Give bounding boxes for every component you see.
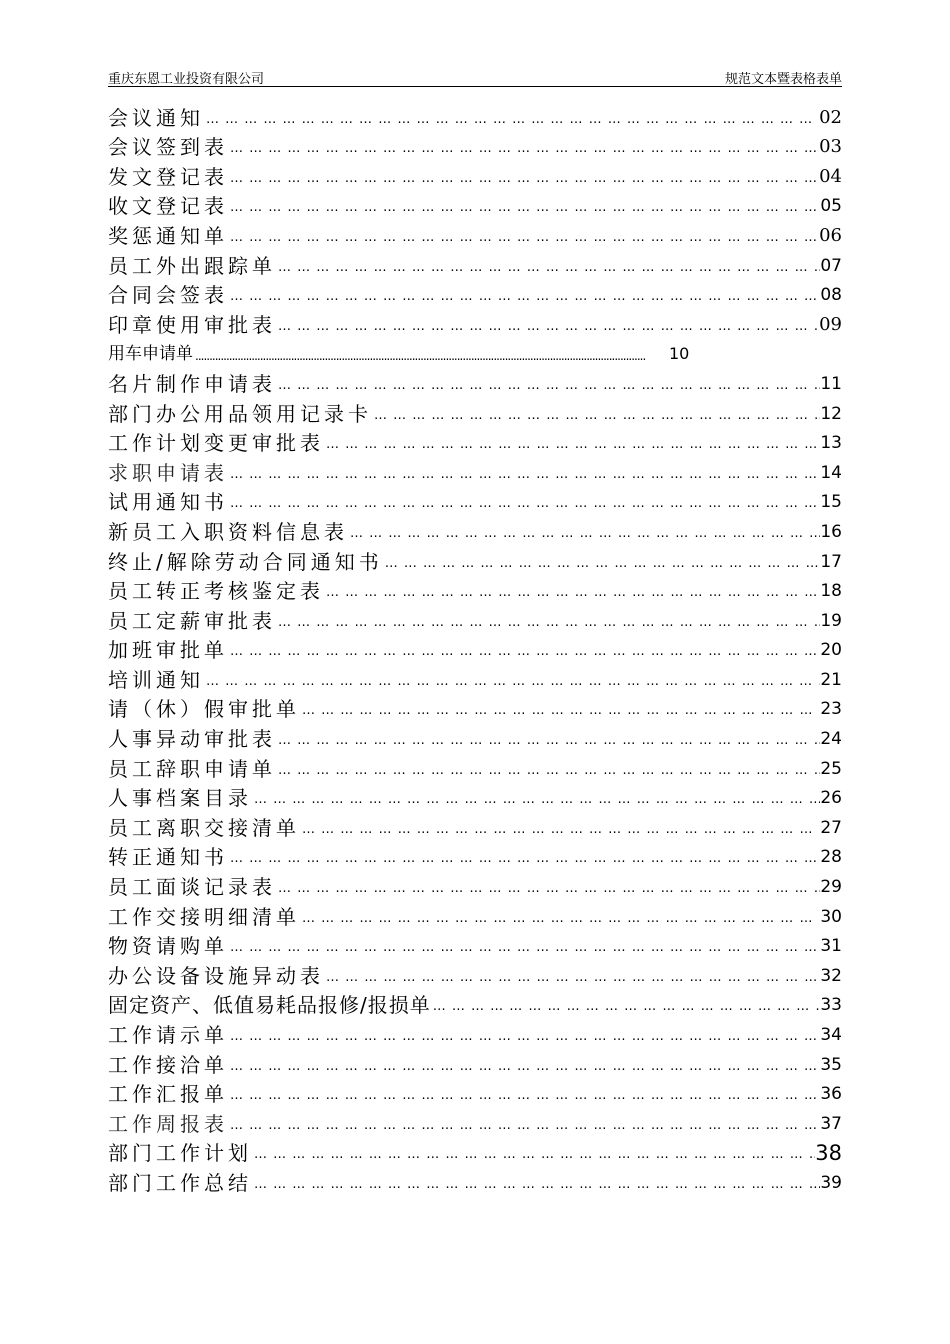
toc-entry-title: 员工离职交接清单 (108, 815, 300, 840)
toc-entry-title: 工作交接明细清单 (108, 904, 300, 929)
toc-entry-title: 转正通知书 (108, 845, 228, 870)
toc-leader (348, 524, 820, 544)
toc-entry-title: 加班审批单 (108, 638, 228, 663)
toc-entry-page: 36 (820, 1084, 842, 1105)
header-doc-title: 规范文本暨表格表单 (724, 72, 842, 87)
toc-entry-page: 15 (820, 492, 842, 513)
toc-entry-page: 37 (820, 1113, 842, 1134)
toc-leader (228, 169, 819, 189)
toc-entry[interactable] (108, 278, 842, 308)
toc-entry[interactable] (108, 840, 842, 870)
toc-leader (228, 494, 820, 514)
toc-entry-page: 06 (819, 224, 842, 246)
toc-leader (204, 110, 819, 130)
toc-leader (252, 1175, 820, 1195)
toc-entry-page: 24 (820, 729, 842, 750)
toc-leader (324, 583, 820, 603)
toc-entry[interactable] (108, 869, 842, 899)
toc-leader (431, 997, 821, 1017)
toc-leader (228, 1086, 820, 1106)
toc-entry[interactable] (108, 1165, 842, 1195)
toc-leader (300, 909, 820, 929)
toc-entry-page: 16 (820, 521, 842, 542)
toc-entry-title: 发文登记表 (108, 164, 228, 189)
toc-entry-page: 05 (820, 196, 842, 217)
toc-entry[interactable] (108, 929, 842, 959)
toc-entry-title: 终止/解除劳动合同通知书 (108, 549, 383, 574)
toc-entry-title: 名片制作申请表 (108, 371, 276, 396)
toc-leader (372, 406, 820, 426)
toc-leader (276, 761, 820, 781)
toc-entry-title: 员工定薪审批表 (108, 608, 276, 633)
toc-entry-title: 固定资产、低值易耗品报修/报损单 (108, 993, 431, 1018)
toc-entry-title: 部门工作计划 (108, 1141, 252, 1166)
toc-entry[interactable] (108, 751, 842, 781)
toc-leader (276, 376, 820, 396)
toc-entry-title: 会议签到表 (108, 135, 228, 160)
toc-entry[interactable] (108, 633, 842, 663)
toc-leader (276, 613, 820, 633)
toc-entry[interactable] (108, 514, 842, 544)
toc-entry-title: 工作请示单 (108, 1023, 228, 1047)
toc-entry-title: 求职申请表 (108, 460, 228, 485)
toc-entry-page: 10 (669, 344, 690, 364)
toc-entry[interactable] (108, 1136, 842, 1166)
toc-entry[interactable] (108, 130, 842, 160)
toc-entry[interactable] (108, 337, 842, 367)
toc-entry[interactable] (108, 781, 842, 811)
toc-entry[interactable] (108, 1017, 842, 1047)
toc-entry-page: 11 (820, 373, 842, 394)
toc-entry-title: 收文登记表 (108, 194, 228, 219)
toc-entry-title: 用车申请单 (108, 344, 193, 365)
toc-entry[interactable] (108, 721, 842, 751)
toc-entry[interactable] (108, 1047, 842, 1077)
toc-leader (252, 1145, 815, 1165)
toc-entry[interactable] (108, 988, 842, 1018)
toc-entry-page: 25 (820, 758, 842, 779)
toc-entry[interactable] (108, 899, 842, 929)
toc-leader (324, 435, 820, 455)
toc-entry[interactable] (108, 426, 842, 456)
toc-entry-title: 合同会签表 (108, 283, 228, 308)
toc-entry-page: 18 (820, 581, 842, 602)
toc-entry-title: 人事异动审批表 (108, 727, 276, 752)
toc-entry-page: 38 (815, 1141, 842, 1166)
toc-entry-title: 办公设备设施异动表 (108, 963, 324, 988)
toc-entry-page: 32 (820, 965, 842, 986)
toc-leader (228, 1116, 820, 1136)
toc-entry-page: 30 (820, 906, 842, 927)
toc-entry[interactable] (108, 810, 842, 840)
toc-entry-title: 会议通知 (108, 105, 204, 130)
toc-entry-page: 03 (819, 136, 842, 158)
toc-entry-page: 21 (820, 669, 842, 690)
toc-entry-title: 工作汇报单 (108, 1082, 228, 1107)
toc-entry[interactable] (108, 692, 842, 722)
toc-entry-title: 培训通知 (108, 667, 204, 692)
toc-leader (228, 139, 819, 159)
toc-entry[interactable] (108, 1077, 842, 1107)
toc-leader (204, 672, 820, 692)
toc-leader (228, 287, 820, 307)
toc-entry-title: 工作计划变更审批表 (108, 431, 324, 456)
toc-entry-title: 部门工作总结 (108, 1170, 252, 1195)
toc-entry-page: 07 (820, 255, 842, 276)
toc-leader (228, 1027, 820, 1047)
toc-entry[interactable] (108, 189, 842, 219)
toc-entry-title: 员工面谈记录表 (108, 875, 276, 900)
toc-entry-page: 13 (820, 433, 842, 454)
toc-entry[interactable] (108, 544, 842, 574)
toc-entry[interactable] (108, 574, 842, 604)
toc-entry[interactable] (108, 218, 842, 248)
toc-entry-page: 12 (820, 403, 842, 424)
toc-entry-page: 27 (820, 817, 842, 838)
toc-entry[interactable] (108, 662, 842, 692)
toc-entry-page: 20 (820, 640, 842, 661)
toc-leader (276, 317, 819, 337)
toc-leader (228, 1057, 820, 1077)
toc-leader (228, 642, 820, 662)
toc-entry-title: 员工辞职申请单 (108, 756, 276, 781)
toc-entry-title: 工作接洽单 (108, 1052, 228, 1077)
toc-leader (300, 701, 820, 721)
toc-entry-title: 试用通知书 (108, 490, 228, 515)
toc-entry-title: 工作周报表 (108, 1111, 228, 1136)
toc-entry-title: 人事档案目录 (108, 786, 252, 811)
toc-entry[interactable] (108, 1106, 842, 1136)
toc-entry-title: 物资请购单 (108, 934, 228, 959)
toc-entry-title: 部门办公用品领用记录卡 (108, 401, 372, 426)
toc-leader (276, 731, 820, 751)
toc-leader (193, 346, 669, 366)
toc-entry-page: 28 (820, 847, 842, 868)
toc-entry-page: 35 (820, 1054, 842, 1075)
toc-entry-page: 08 (820, 285, 842, 306)
toc-entry[interactable] (108, 485, 842, 515)
toc-entry-page: 33 (820, 995, 842, 1016)
toc-entry-page: 31 (820, 936, 842, 957)
toc-leader (252, 790, 820, 810)
toc-entry[interactable] (108, 396, 842, 426)
toc-leader (276, 879, 820, 899)
toc-entry-page: 02 (819, 106, 842, 128)
header-company: 重庆东恩工业投资有限公司 (108, 72, 265, 87)
toc-leader (228, 938, 820, 958)
toc-entry[interactable] (108, 958, 842, 988)
toc-leader (383, 554, 821, 574)
toc-entry-page: 17 (820, 551, 842, 572)
toc-leader (228, 198, 820, 218)
toc-entry-page: 04 (819, 165, 842, 187)
toc-leader (228, 465, 820, 485)
page-header (108, 66, 842, 87)
toc-entry-title: 员工外出跟踪单 (108, 253, 276, 278)
toc-entry[interactable] (108, 455, 842, 485)
toc-entry[interactable] (108, 366, 842, 396)
toc-leader (228, 849, 820, 869)
toc-entry-page: 29 (820, 877, 842, 898)
toc-entry[interactable] (108, 248, 842, 278)
toc-entry-title: 请（休）假审批单 (108, 697, 300, 722)
toc-entry-page: 34 (820, 1025, 842, 1045)
toc-entry-page: 26 (820, 788, 842, 809)
toc-leader (300, 820, 820, 840)
toc-leader (324, 968, 820, 988)
table-of-contents (108, 100, 842, 1195)
toc-entry[interactable] (108, 159, 842, 189)
toc-leader (276, 258, 820, 278)
toc-entry-page: 23 (820, 699, 842, 720)
toc-entry-title: 员工转正考核鉴定表 (108, 579, 324, 604)
toc-entry[interactable] (108, 603, 842, 633)
toc-entry-title: 新员工入职资料信息表 (108, 519, 348, 544)
toc-entry-page: 39 (820, 1172, 842, 1193)
toc-entry-page: 14 (820, 462, 842, 483)
toc-entry-title: 奖惩通知单 (108, 223, 228, 248)
toc-entry-page: 09 (819, 313, 842, 335)
toc-entry-title: 印章使用审批表 (108, 312, 276, 337)
toc-entry[interactable] (108, 307, 842, 337)
toc-leader (228, 228, 819, 248)
toc-entry[interactable] (108, 100, 842, 130)
toc-entry-page: 19 (820, 610, 842, 631)
